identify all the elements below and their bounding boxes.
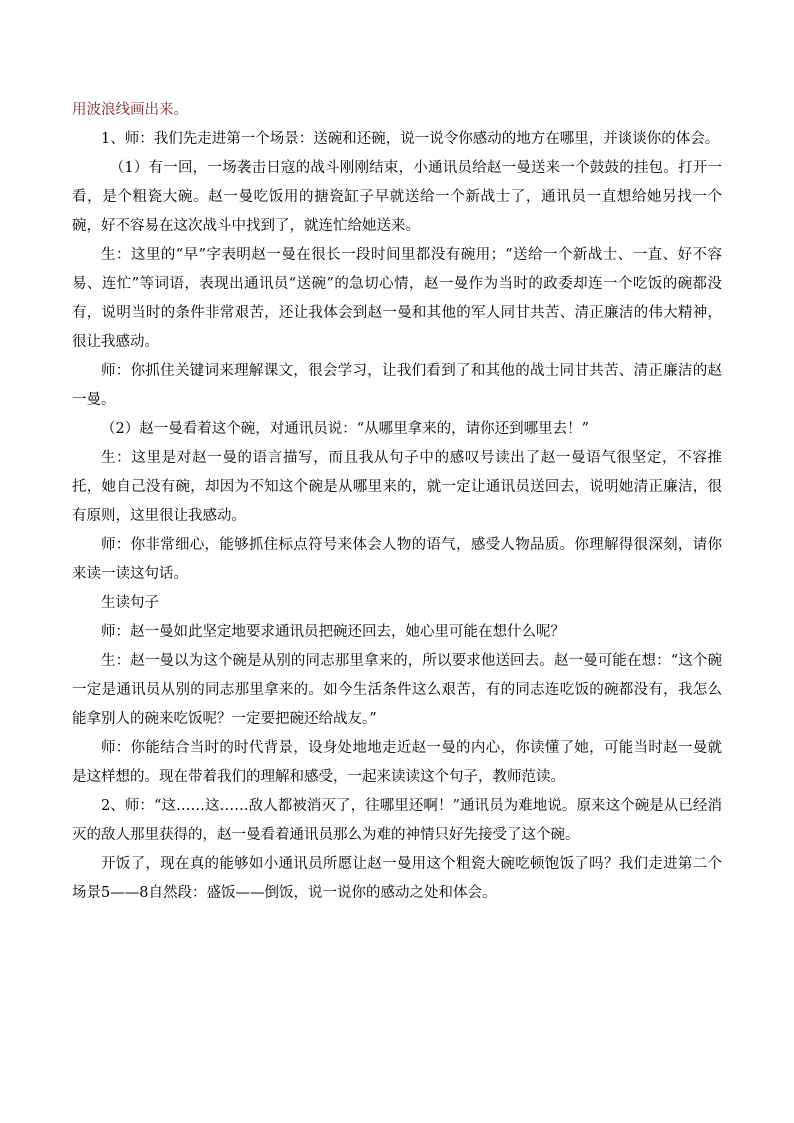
paragraph-teacher-comment-three: 师：你能结合当时的时代背景，设身处地地走近赵一曼的内心，你读懂了她，可能当时赵一曼就是这样想的。现在带着我们的理解和感受，一起来读读这个句子，教师范读。 [72,740,722,785]
paragraph-student-answer-one: 生：这里的“早”字表明赵一曼在很长一段时间里都没有碗用；“送给一个新战士、一直、好不容易、连忙”等词语，表现出通讯员“送碗”的急切心情，赵一曼作为当时的政委却连一个吃饭的碗都没有，说明当时的条件非常艰苦，还让我体会到赵一曼和其他的军人同甘共苦、清正廉洁的伟大精神，很让我感动。 [72,247,722,350]
paragraph-student-answer-three: 生：赵一曼以为这个碗是从别的同志那里拿来的，所以要求他送回去。赵一曼可能在想：“这个碗一定是通讯员从别的同志那里拿来的。如今生活条件这么艰苦，有的同志连吃饭的碗都没有，我怎么能拿别人的碗来吃饭呢？一定要把碗还给战友。” [72,653,722,727]
paragraph-quote-one: （1）有一回，一场袭击日寇的战斗刚刚结束，小通讯员给赵一曼送来一个鼓鼓的挂包。打开一看，是个粗瓷大碗。赵一曼吃饭用的搪瓷缸子早就送给一个新战士了，通讯员一直想给她另找一个碗，好不容易在这次战斗中找到了，就连忙给她送来。 [72,160,722,234]
document-body [72,96,722,908]
paragraph-student-reads: 生读句子 [101,595,159,611]
paragraph-student-answer-two: 生：这里是对赵一曼的语言描写，而且我从句子中的感叹号读出了赵一曼语气很坚定，不容推托，她自己没有碗，却因为不知这个碗是从哪里来的，就一定让通讯员送回去，说明她清正廉洁，很有原则，这里很让我感动。 [72,450,722,524]
paragraph-quote-two: （2）赵一曼看着这个碗，对通讯员说：“从哪里拿来的，请你还到哪里去！” [101,421,590,437]
paragraph-teacher-comment-one: 师：你抓住关键词来理解课文，很会学习，让我们看到了和其他的战士同甘共苦、清正廉洁的赵一曼。 [72,363,722,408]
paragraph-scene-two-intro: 开饭了，现在真的能够如小通讯员所愿让赵一曼用这个粗瓷大碗吃顿饱饭了吗？我们走进第二个场景5——8自然段：盛饭——倒饭，说一说你的感动之处和体会。 [72,856,722,901]
paragraph-teacher-question: 师：赵一曼如此坚定地要求通讯员把碗还回去，她心里可能在想什么呢？ [101,624,565,640]
paragraph-scene-one-question: 1、师：我们先走进第一个场景：送碗和还碗，说一说令你感动的地方在哪里，并谈谈你的体会。 [101,131,720,147]
paragraph-teacher-comment-two: 师：你非常细心，能够抓住标点符号来体会人物的语气，感受人物品质。你理解得很深刻，请你来读一读这句话。 [72,537,722,582]
paragraph-scene-one-part-two: 2、师：“这……这……敌人都被消灭了，往哪里还啊！”通讯员为难地说。原来这个碗是从已经消灭的敌人那里获得的，赵一曼看着通讯员那么为难的神情只好先接受了这个碗。 [72,798,722,843]
intro-line: 用波浪线画出来。 [72,102,188,118]
